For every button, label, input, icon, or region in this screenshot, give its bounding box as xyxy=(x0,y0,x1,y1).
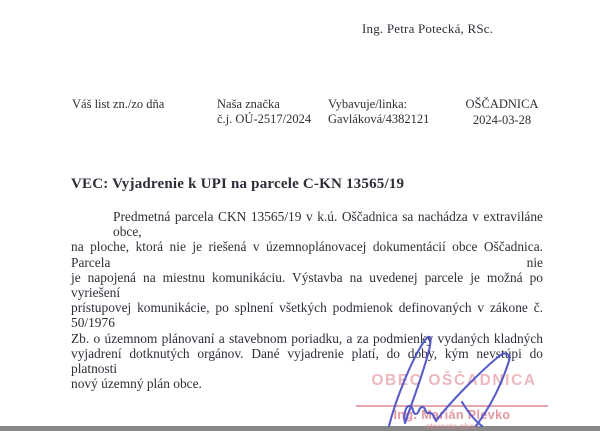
body-line: je napojená na miestnu komunikáciu. Výstavba na uvedenej parcele je možná po vyriešení xyxy=(71,269,543,301)
ref-your-ref-label: Váš list zn./zo dňa xyxy=(72,97,165,111)
ref-handler-value: Gavláková/4382121 xyxy=(328,112,430,126)
stamp-signatory-name: Ing. Marián Plevko xyxy=(393,408,511,422)
ref-handler-label: Vybavuje/linka: xyxy=(328,97,408,111)
subject-line: VEC: Vyjadrenie k UPI na parcele C-KN 13565/19 xyxy=(71,176,405,192)
ref-our-ref-value: č.j. OÚ-2517/2024 xyxy=(217,112,312,126)
ref-date: 2024-03-28 xyxy=(472,112,532,127)
ref-handler xyxy=(328,97,429,128)
body-line: Zb. o územnom plánovaní a stavebnom poriadku, a za podmienky vydaných kladných xyxy=(71,330,543,346)
stamp-signatory-title: starosta obce xyxy=(425,422,479,431)
ref-our-ref-label: Naša značka xyxy=(217,97,280,111)
handwritten-signature xyxy=(352,326,552,426)
ref-our-ref xyxy=(217,97,311,128)
ref-place-date xyxy=(452,97,552,128)
body-line: nový územný plán obce. xyxy=(71,376,202,392)
letterhead-author: Ing. Petra Potecká, RSc. xyxy=(362,21,494,36)
body-line: vyjadrení dotknutých orgánov. Dané vyjadrenie platí, do doby, kým nevstúpi do platnosti xyxy=(71,345,543,377)
signature-path xyxy=(389,337,509,426)
ref-your-ref xyxy=(72,97,164,112)
body-line: prístupovej komunikácie, po splnení všetkých podmienok definovaných v zákone č. 50/1976 xyxy=(71,300,543,331)
body-line: na ploche, ktorá nie je riešená v územnoplánovacej dokumentácií obce Oščadnica. Parcela nie xyxy=(71,239,543,270)
stamp-office-name: OBEC OŠČADNICA xyxy=(371,372,537,389)
body-line: Predmetná parcela CKN 13565/19 v k.ú. Oščadnica sa nachádza v extraviláne obce, xyxy=(113,209,543,240)
ref-place: OŠČADNICA xyxy=(465,97,539,111)
